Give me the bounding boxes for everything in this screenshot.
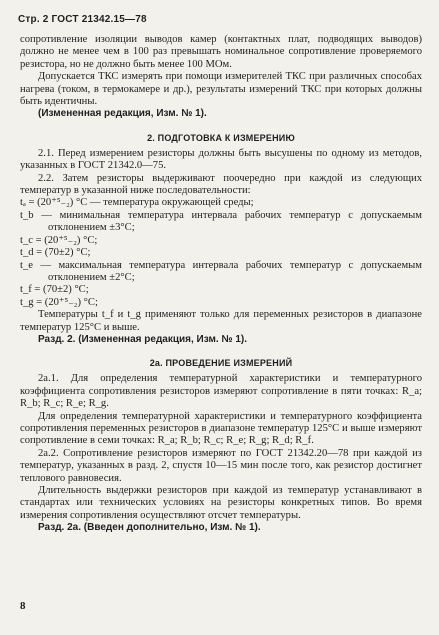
paragraph-tks-methods: Допускается ТКС измерять при помощи измерителей ТКС при различных способах нагрева (током, в термокамере и др.), результаты измерений ТКС при которых должны быть идентичны. [20, 71, 422, 108]
page-number: 8 [20, 600, 26, 612]
temperature-tg: t_g = (20⁺⁵₋₂) °С; [20, 296, 98, 308]
amendment-note-1: (Измененная редакция, Изм. № 1). [38, 108, 207, 120]
amendment-note-3: Разд. 2а. (Введен дополнительно, Изм. № 1). [38, 522, 261, 534]
temperature-ta: tₐ = (20⁺⁵₋₂) °С — температура окружающей среды; [20, 197, 254, 209]
page-content [20, 34, 422, 535]
temperature-tc: t_c = (20⁺⁵₋₂) °С; [20, 234, 98, 246]
section-heading-2: 2. ПОДГОТОВКА К ИЗМЕРЕНИЮ [147, 132, 295, 143]
paragraph-insulation: сопротивление изоляции выводов камер (контактных плат, подводящих выводов) должно не менее чем в 100 раз превышать номинальное сопротивление проверяемого резистора, но не должно быть менее 100 МОм. [20, 34, 422, 70]
page-header: Стр. 2 ГОСТ 21342.15—78 [18, 14, 147, 25]
amendment-note-2: Разд. 2. (Измененная редакция, Изм. № 1). [38, 333, 247, 345]
paragraph-2a-1: 2а.1. Для определения температурной характеристики и температурного коэффициента сопротивления резисторов измеряют сопротивление в пяти точках: R_a; R_b; R_c; R_e; R_g. [20, 373, 422, 410]
paragraph-tf-tg-usage: Температуры t_f и t_g применяют только для переменных резисторов в диапазоне температур 125°С и выше. [20, 309, 422, 333]
paragraph-2-1: 2.1. Перед измерением резисторы должны быть высушены по одному из методов, указанных в ГОСТ 21342.0—75. [20, 147, 422, 172]
paragraph-variable-resistors: Для определения температурной характеристики и температурного коэффициента сопротивления переменных резисторов в диапазоне температур 125°С и выше измеряют сопротивление в семи точках: R_a; R_b; R_c; R_e; R_g; R_d; R_f. [20, 410, 422, 447]
paragraph-2a-2: 2а.2. Сопротивление резисторов измеряют по ГОСТ 21342.20—78 при каждой из температур, указанных в разд. 2, спустя 10—15 мин после того, как резистор достигнет теплового равновесия. [20, 447, 422, 484]
temperature-tf: t_f = (70±2) °С; [20, 284, 89, 296]
paragraph-2-2: 2.2. Затем резисторы выдерживают поочередно при каждой из следующих температур в указанной ниже последовательности: [20, 172, 422, 197]
temperature-td: t_d = (70±2) °С; [20, 247, 91, 259]
paragraph-exposure-duration: Длительность выдержки резисторов при каждой из температур устанавливают в стандартах или технических условиях на резисторы конкретных типов. Во время измерения сопротивления осуществляют отсчет температуры. [20, 485, 422, 521]
temperature-te: t_e — максимальная температура интервала рабочих температур с допускаемым отклонением ±2°С; [20, 259, 422, 283]
temperature-tb: t_b — минимальная температура интервала рабочих температур с допускаемым отклонением ±3°С; [20, 209, 422, 234]
section-heading-2a: 2а. ПРОВЕДЕНИЕ ИЗМЕРЕНИЙ [149, 358, 293, 369]
